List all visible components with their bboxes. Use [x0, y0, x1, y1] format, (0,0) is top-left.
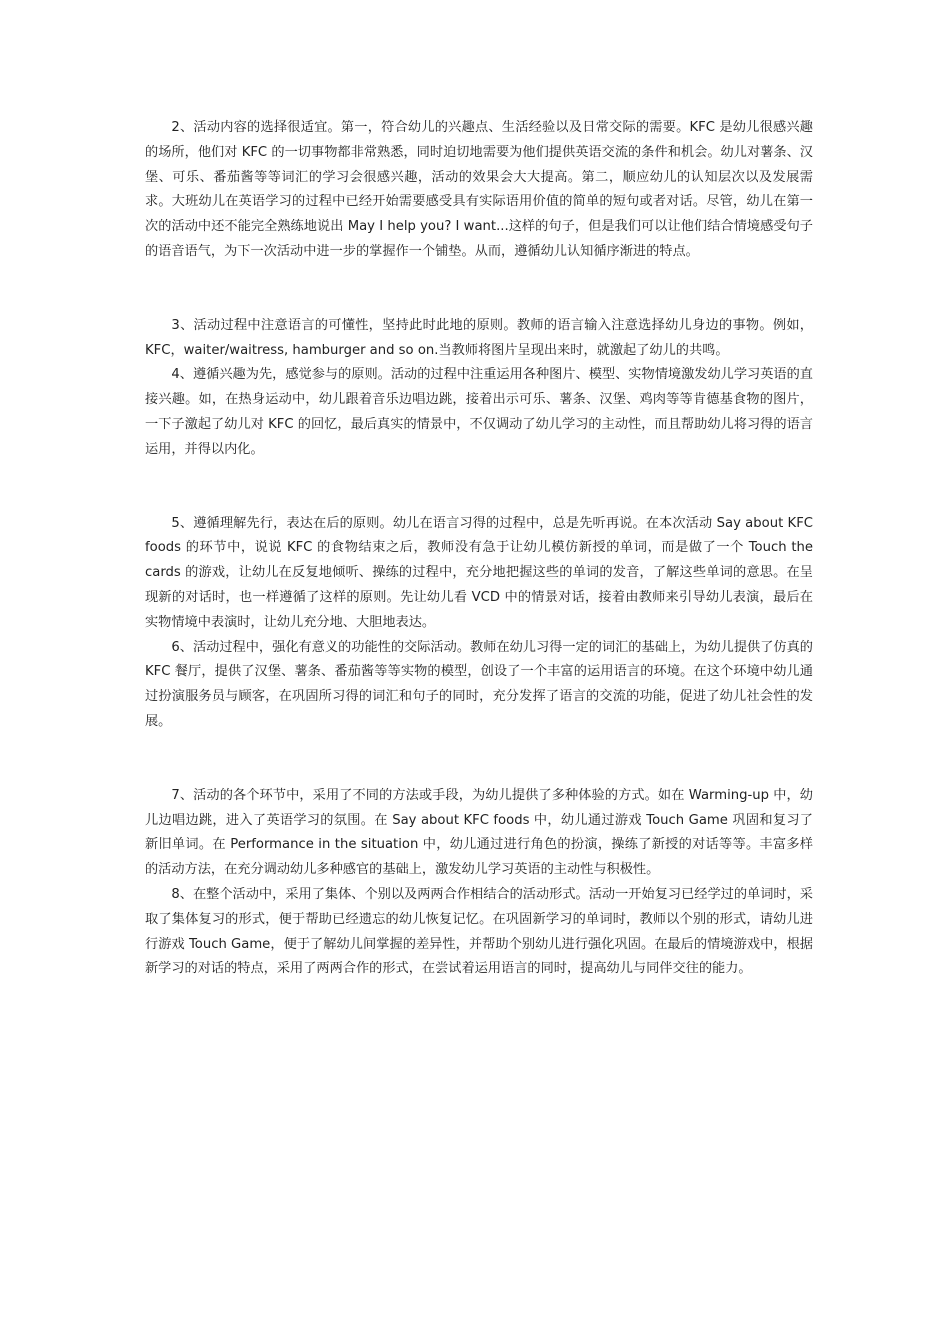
paragraph-5: 5、遵循理解先行，表达在后的原则。幼儿在语言习得的过程中，总是先听再说。在本次活动 Say about KFC foods 的环节中，说说 KFC 的食物结束之后，教师没有急于让幼儿模仿新授的单词，而是做了一个 Touch the cards 的游戏，让幼儿在反复地倾听、操练的过程中，充分地把握这些的单词的发音，了解这些单词的意思。在呈现新的对话时，也一样遵循了这样的原则。先让幼儿看 VCD 中的情景对话，接着由教师来引导幼儿表演，最后在实物情境中表演时，让幼儿充分地、大胆地表达。	[145, 515, 813, 630]
document-body	[145, 116, 813, 982]
paragraph-4: 4、遵循兴趣为先，感觉参与的原则。活动的过程中注重运用各种图片、模型、实物情境激发幼儿学习英语的直接兴趣。如，在热身运动中，幼儿跟着音乐边唱边跳，接着出示可乐、薯条、汉堡、鸡肉等等肯德基食物的图片，一下子激起了幼儿对 KFC 的回忆，最后真实的情景中，不仅调动了幼儿学习的主动性，而且帮助幼儿将习得的语言运用，并得以内化。	[145, 367, 813, 457]
paragraph-7: 7、活动的各个环节中，采用了不同的方法或手段，为幼儿提供了多种体验的方式。如在 Warming-up 中，幼儿边唱边跳，进入了英语学习的氛围。在 Say about KFC foods 中，幼儿通过游戏 Touch Game 巩固和复习了新旧单词。在 Performance in the situation 中，幼儿通过进行角色的扮演，操练了新授的对话等等。丰富多样的活动方法，在充分调动幼儿多种感官的基础上，激发幼儿学习英语的主动性与积极性。	[145, 787, 813, 878]
paragraph-gap	[145, 463, 813, 512]
paragraph-2: 2、活动内容的选择很适宜。第一，符合幼儿的兴趣点、生活经验以及日常交际的需要。KFC 是幼儿很感兴趣的场所，他们对 KFC 的一切事物都非常熟悉，同时迫切地需要为他们提供英语交流的条件和机会。幼儿对薯条、汉堡、可乐、番茄酱等等词汇的学习会很感兴趣，活动的效果会大大提高。第二，顺应幼儿的认知层次以及发展需求。大班幼儿在英语学习的过程中已经开始需要感受具有实际语用价值的简单的短句或者对话。尽管，幼儿在第一次的活动中还不能完全熟练地说出 May I help you? I want...这样的句子，但是我们可以让他们结合情境感受句子的语音语气，为下一次活动中进一步的掌握作一个铺垫。从而，遵循幼儿认知循序渐进的特点。	[145, 120, 813, 259]
paragraph-6: 6、活动过程中，强化有意义的功能性的交际活动。教师在幼儿习得一定的词汇的基础上，为幼儿提供了仿真的 KFC 餐厅，提供了汉堡、薯条、番茄酱等等实物的模型，创设了一个丰富的运用语言的环境。在这个环境中幼儿通过扮演服务员与顾客，在巩固所习得的词汇和句子的同时，充分发挥了语言的交流的功能，促进了幼儿社会性的发展。	[145, 639, 813, 729]
paragraph-8: 8、在整个活动中，采用了集体、个别以及两两合作相结合的活动形式。活动一开始复习已经学过的单词时，采取了集体复习的形式，便于帮助已经遗忘的幼儿恢复记忆。在巩固新学习的单词时，教师以个别的形式，请幼儿进行游戏 Touch Game，便于了解幼儿间掌握的差异性，并帮助个别幼儿进行强化巩固。在最后的情境游戏中，根据新学习的对话的特点，采用了两两合作的形式，在尝试着运用语言的同时，提高幼儿与同伴交往的能力。	[145, 886, 813, 977]
paragraph-gap	[145, 735, 813, 784]
paragraph-gap	[145, 265, 813, 314]
paragraph-3: 3、活动过程中注意语言的可懂性，坚持此时此地的原则。教师的语言输入注意选择幼儿身边的事物。例如，KFC，waiter/waitress, hamburger and so on.当教师将图片呈现出来时，就激起了幼儿的共鸣。	[145, 317, 813, 358]
